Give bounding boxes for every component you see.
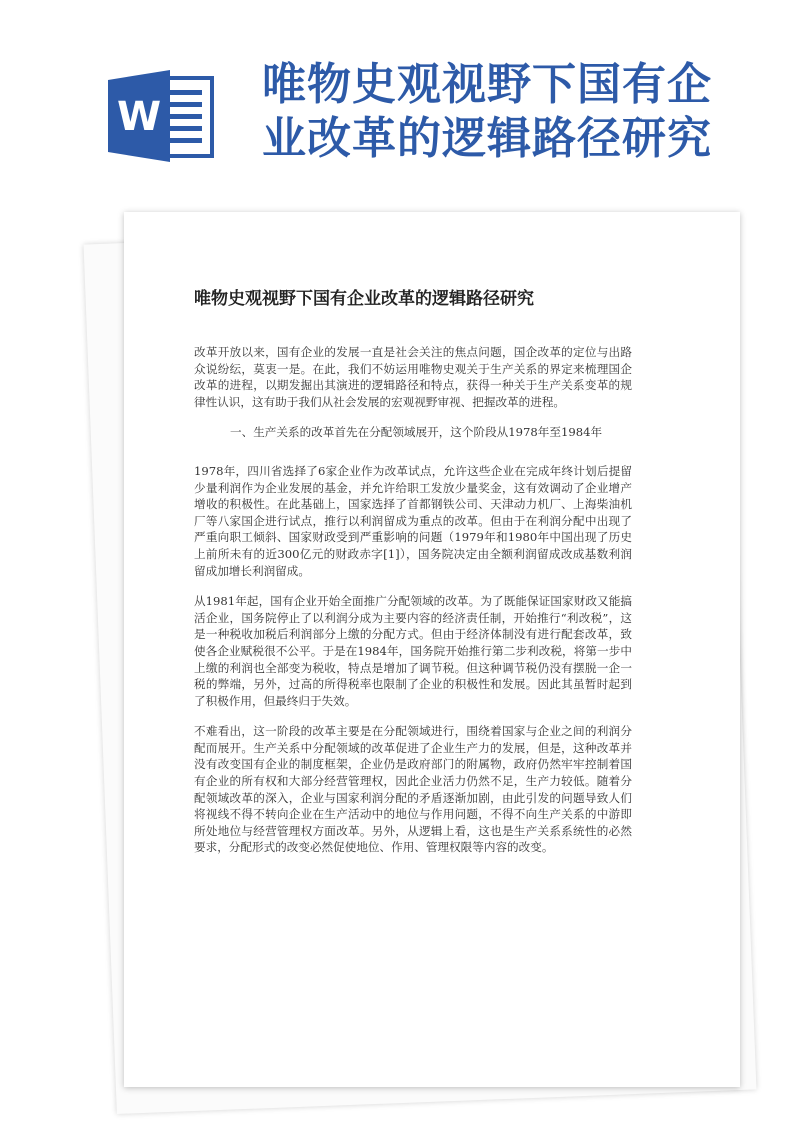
banner — [0, 0, 800, 200]
document-body — [194, 344, 632, 870]
banner-headline — [262, 58, 792, 166]
headline-line-1: 唯物史观视野下国有企 — [262, 59, 712, 110]
paragraph-1981: 从1981年起，国有企业开始全面推广分配领域的改革。为了既能保证国家财政又能搞活企业，国务院停止了以利润分成为主要内容的经济责任制，开始推行“利改税”，这是一种税收加税后利润部分上缴的分配方式。但由于经济体制没有进行配套改革，致使各企业赋税很不公平。于是在1984年，国务院开始推行第二步利改税，将第一步中上缴的利润也全部变为税收，特点是增加了调节税。但这种调节税仍没有摆脱一企一税的弊端，另外，过高的所得税率也限制了企业的积极性和发展。因此其虽暂时起到了积极作用，但最终归于失效。 — [194, 594, 632, 708]
paragraph-summary: 不难看出，这一阶段的改革主要是在分配领域进行，围绕着国家与企业之间的利润分配而展开。生产关系中分配领域的改革促进了企业生产力的发展，但是，这种改革并没有改变国有企业的制度框架，企业仍是政府部门的附属物，政府仍然牢牢控制着国有企业的所有权和大部分经营管理权，因此企业活力仍然不足，生产力较低。随着分配领域改革的深入，企业与国家利润分配的矛盾逐渐加剧，由此引发的问题导致人们将视线不得不转向企业在生产活动中的地位与作用问题，不得不向生产关系的中游即所处地位与经营管理权方面改革。另外，从逻辑上看，这也是生产关系系统性的必然要求，分配形式的改变必然促使地位、作用、管理权限等内容的改变。 — [194, 724, 632, 855]
document-page — [124, 212, 740, 1087]
word-document-icon — [108, 68, 216, 164]
paragraph-intro: 改革开放以来，国有企业的发展一直是社会关注的焦点问题，国企改革的定位与出路众说纷纭，莫衷一是。在此，我们不妨运用唯物史观关于生产关系的界定来梳理国企改革的进程，以期发掘出其演进的逻辑路径和特点，获得一种关于生产关系变革的规律性认识，这有助于我们从社会发展的宏观视野审视、把握改革的进程。 — [194, 345, 632, 409]
section-heading: 一、生产关系的改革首先在分配领域展开，这个阶段从1978年至1984年 — [230, 425, 603, 440]
paragraph-1978: 1978年，四川省选择了6家企业作为改革试点，允许这些企业在完成年终计划后提留少量利润作为企业发展的基金，并允许给职工发放少量奖金，这有效调动了企业增产增收的积极性。在此基础上，国家选择了首都钢铁公司、天津动力机厂、上海柴油机厂等八家国企进行试点，推行以利润留成为重点的改革。但由于在利润分配中出现了严重向职工倾斜、国家财政受到严重影响的问题（1979年和1980年中国出现了历史上前所未有的近300亿元的财政赤字[1]），国务院决定由全额利润留成改成基数利润留成加增长利润留成。 — [194, 463, 632, 578]
headline-line-2: 业改革的逻辑路径研究 — [262, 113, 712, 164]
word-icon-letter: W — [116, 94, 162, 140]
document-title: 唯物史观视野下国有企业改革的逻辑路径研究 — [194, 289, 534, 309]
